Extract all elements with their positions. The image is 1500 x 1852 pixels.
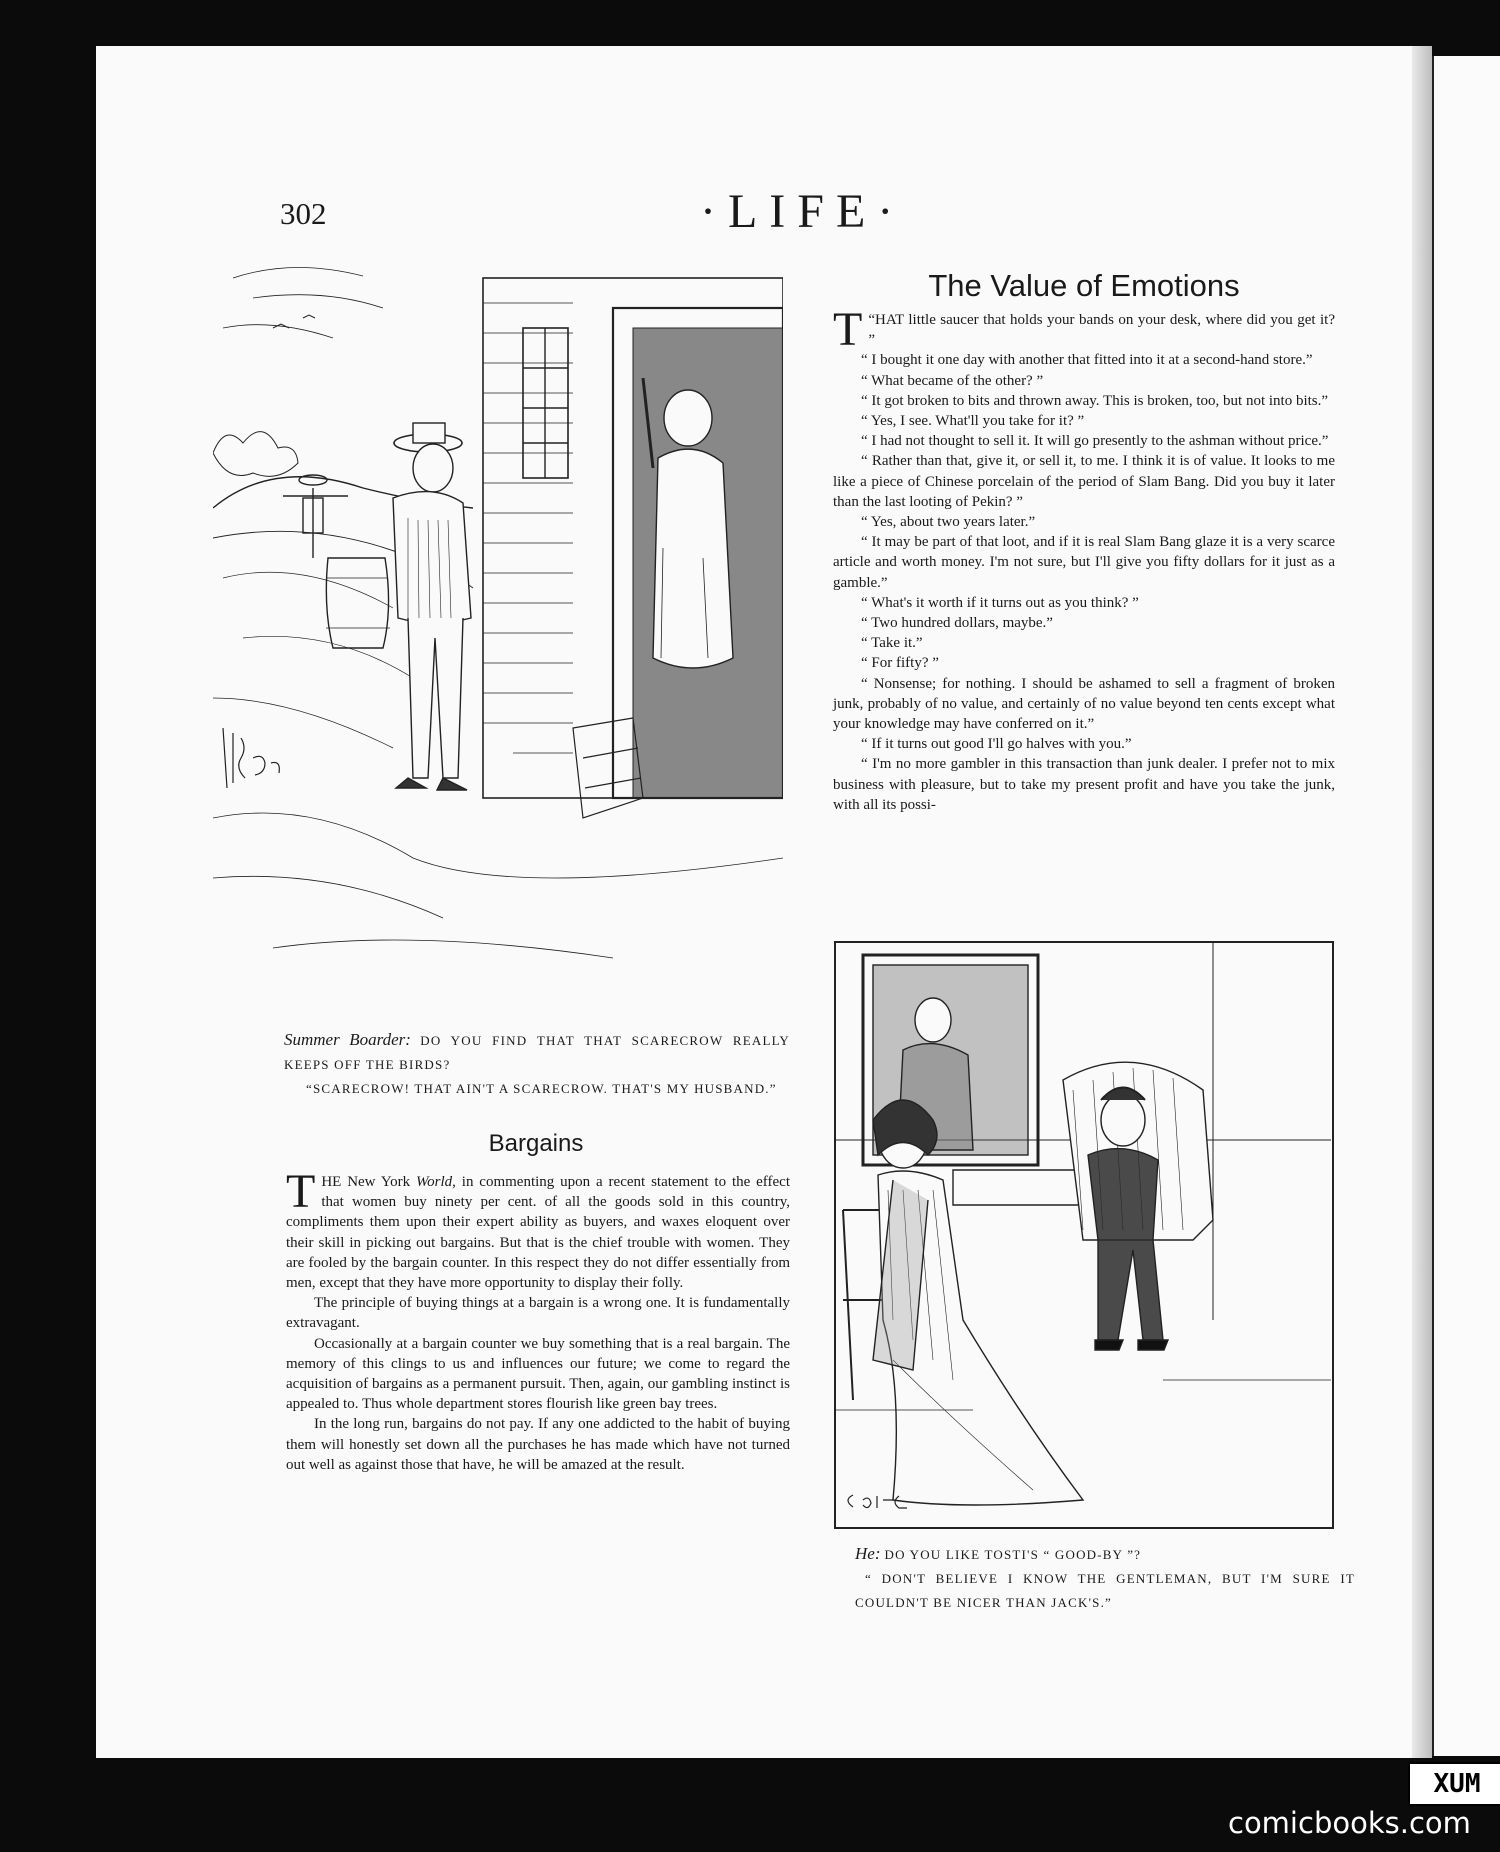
adjacent-page-edge xyxy=(1432,56,1500,1756)
bargains-article xyxy=(286,1165,791,1475)
page-number: 302 xyxy=(280,196,327,231)
caption-question: DO YOU LIKE TOSTI'S “ GOOD-BY ”? xyxy=(884,1547,1142,1562)
dialogue-line: “ If it turns out good I'll go halves with you.” xyxy=(861,736,1132,753)
bargains-paragraph: Occasionally at a bargain counter we buy something that is a real bargain. The memory of this clings to us and influences our future; we come to regard the acquisition of bargains as a permanent pursuit. Then, again, our gambling instinct is appealed to. Thus whole department stores flourish like green bay trees. xyxy=(286,1335,790,1413)
value-dropcap: T xyxy=(833,303,863,356)
dialogue-line: “ I had not thought to sell it. It will go presently to the ashman without price.” xyxy=(861,433,1329,450)
dialogue-line: “ It got broken to bits and thrown away. This is broken, too, but not into bits.” xyxy=(861,392,1329,409)
dialogue-line: “ Yes, I see. What'll you take for it? ” xyxy=(861,413,1085,430)
masthead-title: ·LIFE· xyxy=(700,185,906,238)
bargains-text-italic: World xyxy=(416,1174,453,1190)
bargains-paragraph: In the long run, bargains do not pay. If any one addicted to the habit of buying them will honestly set down all the purchases he has made which have not turned out well as against those that have, he will be amazed at the result. xyxy=(286,1416,790,1473)
dialogue-line: “ Yes, about two years later.” xyxy=(861,514,1036,531)
value-of-emotions-heading: The Value of Emotions xyxy=(928,268,1240,303)
dialogue-line: “ What's it worth if it turns out as you think? ” xyxy=(861,594,1139,611)
bargains-heading: Bargains xyxy=(488,1130,584,1157)
bargains-dropcap: T xyxy=(286,1165,316,1218)
page-spine xyxy=(1412,46,1432,1758)
scarecrow-illustration xyxy=(213,258,783,978)
dialogue-line: “ I'm no more gambler in this transaction than junk dealer. I prefer not to mix business with pleasure, but to take my present profit and have you take the junk, with all its possi- xyxy=(833,756,1335,813)
bargains-paragraph: The principle of buying things at a bargain is a wrong one. It is fundamentally extravagant. xyxy=(286,1295,790,1332)
caption-reply: “SCARECROW! THAT AIN'T A SCARECROW. THAT'S MY HUSBAND.” xyxy=(306,1081,777,1096)
caption-reply: “ DON'T BELIEVE I KNOW THE GENTLEMAN, BUT I'M SURE IT COULDN'T BE NICER THAN JACK'S.” xyxy=(855,1571,1355,1610)
scarecrow-caption xyxy=(284,1028,790,1101)
dialogue-line: “ Nonsense; for nothing. I should be ashamed to sell a fragment of broken junk, probably of no value, and certainly of no value beyond ten cents except what your knowledge may have conferred on it.” xyxy=(833,675,1335,733)
dialogue-line: “ Rather than that, give it, or sell it, to me. I think it is of value. It looks to me like a piece of Chinese porcelain of the period of Slam Bang. Did you buy it later than the last looting of Pekin? ” xyxy=(833,453,1335,510)
dialogue-line: “ What became of the other? ” xyxy=(861,372,1044,389)
value-of-emotions-article: “ T HAT little saucer that holds your bands on your desk, where did you get it? ” “ I bought it one day with another that fitted into it at a second-hand store.” “ What became of the other? ” “ It got broken to bits and thrown away. This is broken, too, but not into bits.” “ Yes, I see. What'll you take for it? ” “ I had not thought to sell it. It will go presently to the ashman without price.” “ Rather than that, give it, or sell it, to me. I think it is of value. It looks to me like a piece of Chinese porcelain of the period of Slam Bang. Did you buy it later than the last looting of Pekin? ” “ Yes, about two years later.” “ It may be part of that loot, and if it is real Slam Bang glaze it is a very scarce article and worth money. I'm not sure, but I'll give you fifty dollars for it just as a gamble.” “ What's it worth if it turns out as you think? ” “ Two hundred dollars, maybe.” “ Take it.” “ For fifty? ” “ Nonsense; for nothing. I should be ashamed to sell a fragment of broken junk, probably of no value, and certainly of no value beyond ten cents except what your knowledge may have conferred on it.” “ If it turns out good I'll go halves with you.” “ I'm no more gambler in this transaction than junk dealer. I prefer not to mix business with pleasure, but to take my present profit and have you take the junk, with all its possi- xyxy=(833,310,1335,815)
caption-question: DO YOU FIND THAT THAT SCARECROW REALLY KEEPS OFF THE BIRDS? xyxy=(284,1033,791,1072)
dialogue-line: “ For fifty? ” xyxy=(861,655,939,672)
bargains-text-a: HE New York xyxy=(321,1174,417,1190)
caption-speaker: He: xyxy=(855,1544,881,1563)
caption-speaker: Summer Boarder: xyxy=(284,1030,411,1049)
value-first-text: HAT little saucer that holds your bands on your desk, where did you get it? ” xyxy=(868,312,1335,349)
bargains-text-b: , in commenting upon a recent statement to the effect that women buy ninety per cent. of all the goods sold in this country, compliments them upon their expert ability as buyers, and waxes eloquent over their skill in picking out bargains. But that is the chief trouble with women. They are fooled by the bargain counter. In this respect they do not differ essentially from men, except that they have more opportunity to display their folly. xyxy=(286,1174,791,1292)
parlour-couple-illustration xyxy=(833,940,1335,1530)
watermark-logo: XUM xyxy=(1408,1762,1500,1806)
dialogue-line: “ Two hundred dollars, maybe.” xyxy=(861,615,1053,632)
dialogue-line: “ I bought it one day with another that fitted into it at a second-hand store.” xyxy=(861,352,1313,369)
dialogue-line: “ It may be part of that loot, and if it is real Slam Bang glaze it is a very scarce article and worth money. I'm not sure, but I'll give you fifty dollars for it just as a gamble.” xyxy=(833,534,1335,591)
dialogue-line: “ Take it.” xyxy=(861,635,923,652)
watermark-site-name: comicbooks.com xyxy=(1228,1806,1471,1840)
parlour-caption xyxy=(855,1542,1355,1615)
